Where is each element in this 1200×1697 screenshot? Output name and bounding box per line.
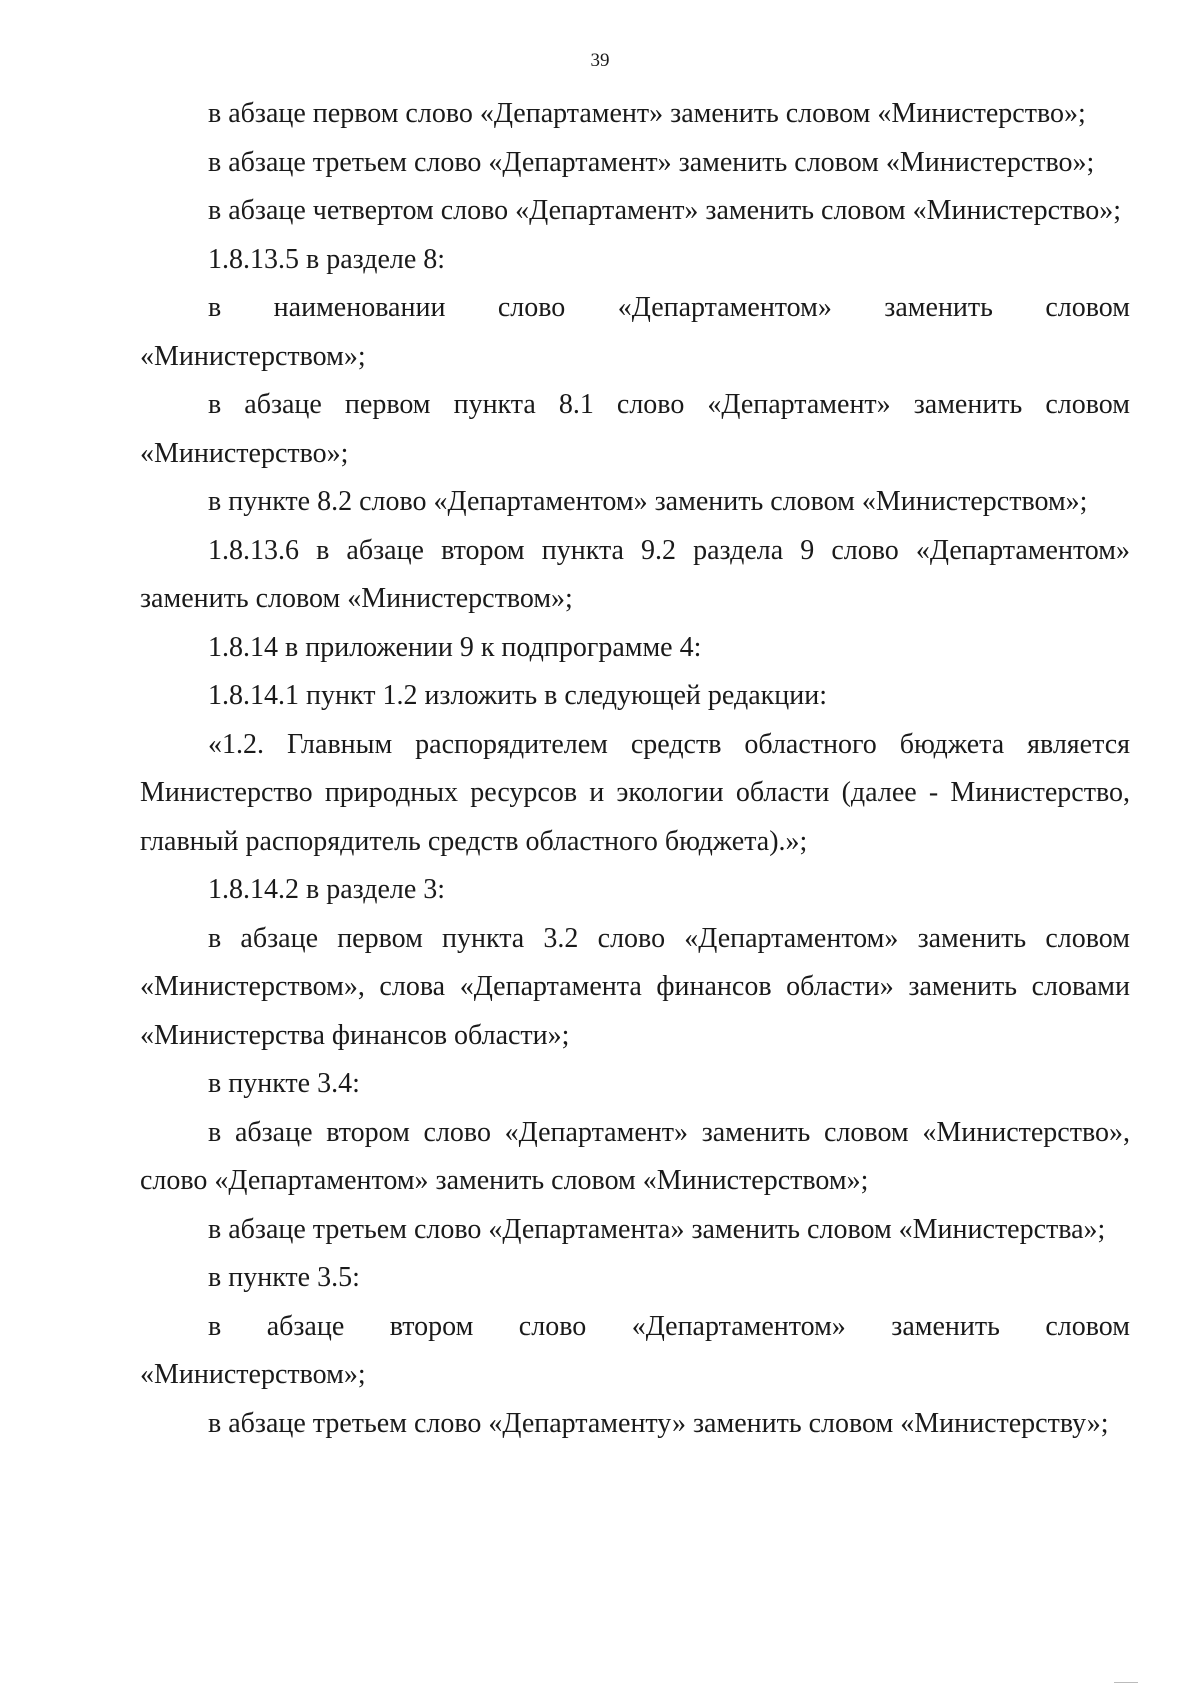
document-body (140, 90, 1130, 1448)
section-heading: 1.8.14.1 пункт 1.2 изложить в следующей редакции: (208, 680, 827, 711)
section-heading: 1.8.14 в приложении 9 к подпрограмме 4: (208, 631, 702, 663)
paragraph: в абзаце первом пункта 3.2 слово «Департаментом» заменить словом «Министерством», слова «Департамента финансов области» заменить словами «Министерства финансов области»; (140, 922, 1130, 1051)
paragraph: в абзаце третьем слово «Департамент» заменить словом «Министерство»; (208, 146, 1095, 178)
section-heading: в пункте 3.4: (208, 1068, 360, 1099)
section-heading: 1.8.13.5 в разделе 8: (208, 243, 446, 275)
page-number: 39 (590, 50, 610, 71)
quoted-paragraph: «1.2. Главным распорядителем средств областного бюджета является Министерство природных ресурсов и экологии области (далее - Министерство, главный распорядитель средств областного бюджета).»; (140, 728, 1130, 857)
paragraph: в абзаце первом слово «Департамент» заменить словом «Министерство»; (208, 98, 1086, 129)
scan-artifact (1114, 1682, 1138, 1689)
paragraph: в абзаце втором слово «Департамент» заменить словом «Министерство», слово «Департаментом» заменить словом «Министерством»; (140, 1116, 1130, 1196)
paragraph: в абзаце четвертом слово «Департамент» заменить словом «Министерство»; (208, 195, 1122, 226)
section-heading: в пункте 3.5: (208, 1262, 360, 1293)
paragraph: в абзаце третьем слово «Департаменту» заменить словом «Министерству»; (208, 1407, 1109, 1439)
paragraph: 1.8.13.6 в абзаце втором пункта 9.2 раздела 9 слово «Департаментом» заменить словом «Министерством»; (140, 534, 1130, 614)
paragraph: в абзаце третьем слово «Департамента» заменить словом «Министерства»; (208, 1213, 1106, 1245)
paragraph: в абзаце первом пункта 8.1 слово «Департамент» заменить словом «Министерство»; (140, 389, 1130, 469)
paragraph: в пункте 8.2 слово «Департаментом» заменить словом «Министерством»; (208, 486, 1088, 517)
paragraph: в наименовании слово «Департаментом» заменить словом «Министерством»; (140, 292, 1130, 372)
section-heading: 1.8.14.2 в разделе 3: (208, 874, 446, 905)
paragraph: в абзаце втором слово «Департаментом» заменить словом «Министерством»; (140, 1310, 1130, 1390)
